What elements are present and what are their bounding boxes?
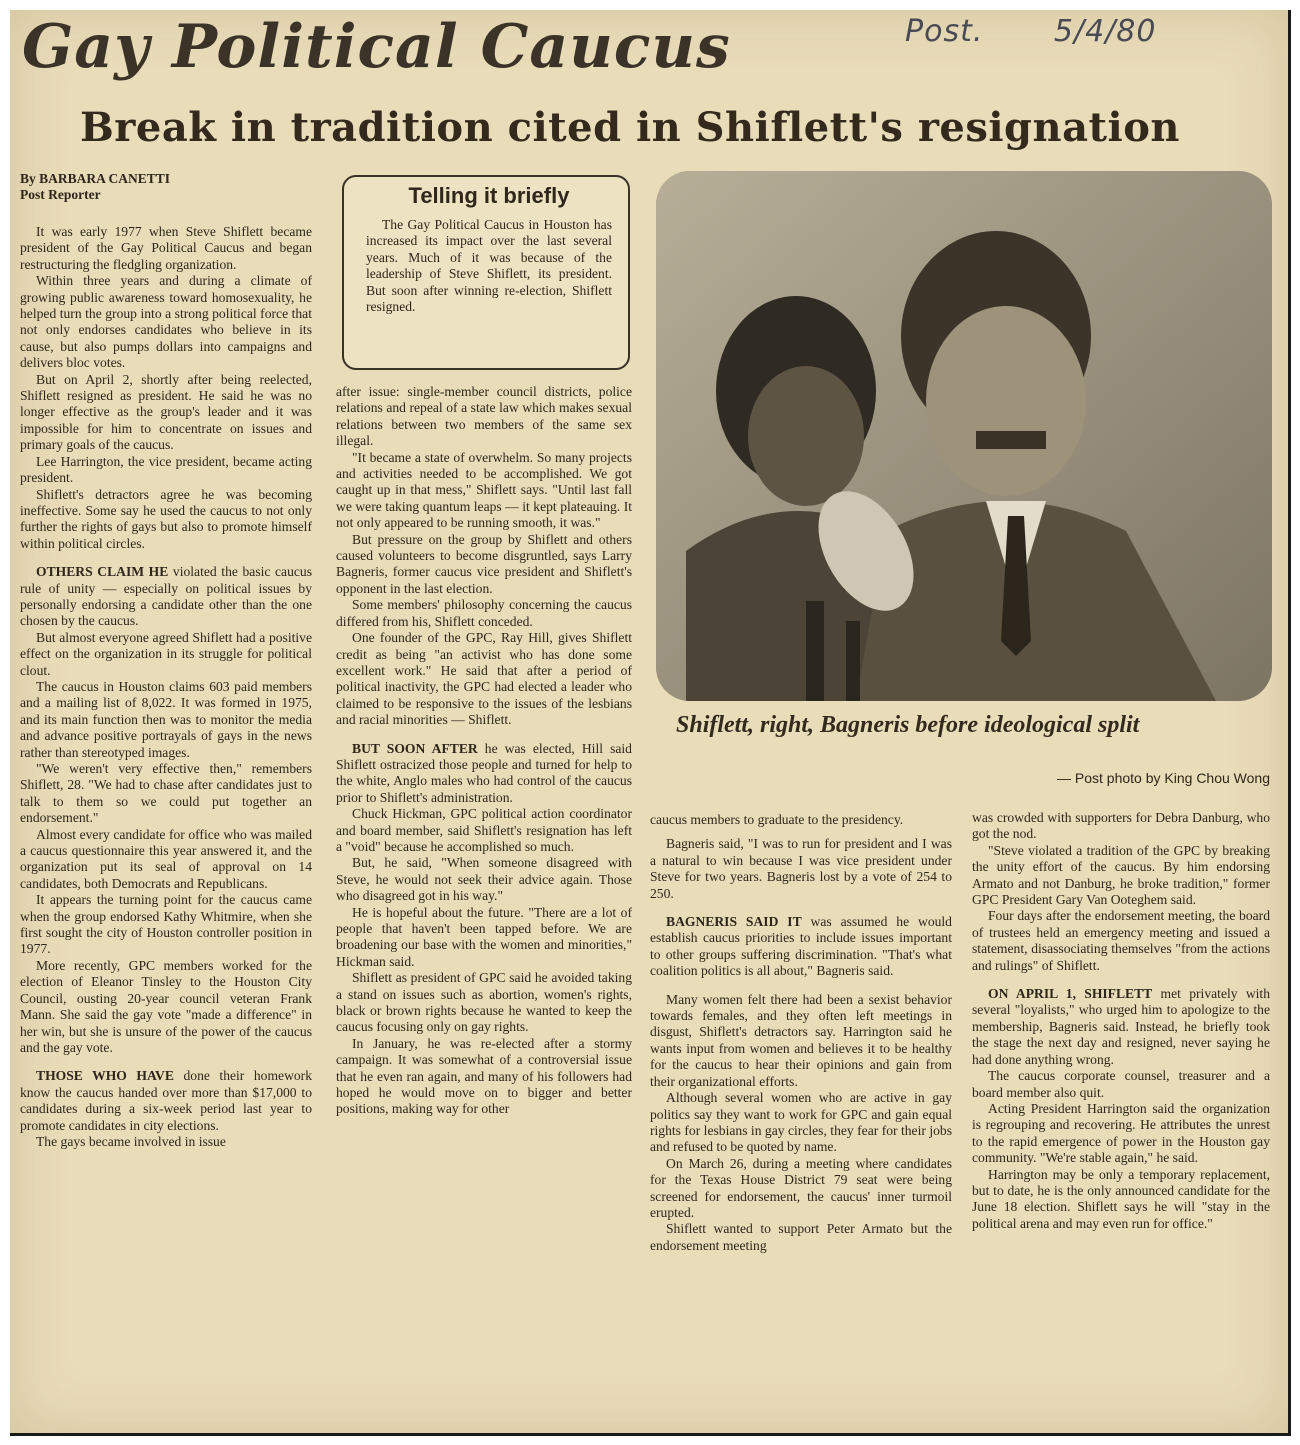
subhead-paragraph [20,1068,312,1134]
subhead-lead: OTHERS CLAIM HE [36,564,169,580]
paragraph: Shiflett as president of GPC said he avoided taking a stand on issues such as abortion, women's rights, black or brown rights because he wanted to keep the caucus focusing only on gay rights. [336,970,632,1035]
paragraph: More recently, GPC members worked for the election of Eleanor Tinsley to the Houston City Council, ousting 20-year council veteran Frank Mann. She said the gay vote "made a difference" in her win, but she is unsure of the power of the caucus and the gay vote. [20,957,312,1055]
paragraph: caucus members to graduate to the presidency. [650,812,904,827]
paragraph: It appears the turning point for the caucus came when the group endorsed Kathy Whitmire, when she first sought the city of Houston controller position in 1977. [20,892,312,957]
photo-caption: Shiflett, right, Bagneris before ideological split [676,712,1140,738]
article-column-2 [336,384,632,1118]
paragraph: But pressure on the group by Shiflett and others caused volunteers to become disgruntled, says Larry Bagneris, former caucus vice president and Shiflett's opponent in the last election. [336,531,632,596]
paragraph: The gays became involved in issue [36,1133,226,1149]
sidebar-text: The Gay Political Caucus in Houston has increased its impact over the last several years. Much of it was because of the leadership of Steve Shiflett, its president. But soon after winning re-election, Shiflett resigned. [366,217,612,315]
sidebar-title: Telling it briefly [408,183,570,208]
paragraph: But on April 2, shortly after being reelected, Shiflett resigned as president. He said he was no longer effective as the group's leader and it was impossible for him to concentrate on issues and primary goals of the caucus. [20,371,312,453]
paragraph: Shiflett's detractors agree he was becoming ineffective. Some say he used the caucus to not only further the rights of gays but also to promote himself within political circles. [20,486,312,551]
byline-author: By BARBARA CANETTI [20,171,171,186]
paragraph: Many women felt there had been a sexist behavior towards females, and they often left meetings in disgust, Shiflett's detractors say. Harrington said he wants input from women and believes it to be healthy for the caucus to hear their opinions and gain from their organizational efforts. [650,991,952,1089]
paragraph: "It became a state of overwhelm. So many projects and activities needed to be accomplished. We got caught up in that mess," Shiflett says. "Until last fall we were taking quantum leaps — it kept plateauing. It not only appeared to be running smooth, it was." [336,449,632,531]
paragraph: One founder of the GPC, Ray Hill, gives Shiflett credit as being "an activist who has done some excellent work." He said that after a period of political inactivity, the GPC had elected a leader who claimed to be responsive to the issues of the lesbians and racial minorities — Shiflett. [336,630,632,728]
paragraph: In January, he was re-elected after a stormy campaign. It was somewhat of a controversial issue that he even ran again, and many of his followers had hoped he would move on to bigger and better positions, making way for other [336,1035,632,1117]
subhead-rest: met privately with several "loyalists," who urged him to apologize to the membership, Bagneris said. Instead, he briefly took the stage the next day and resigned, never saying he had done anything wrong. [972,986,1271,1067]
subhead-lead: THOSE WHO HAVE [36,1068,174,1084]
handwritten-date: 5/4/80 [1053,14,1157,49]
subhead-lead: BAGNERIS SAID IT [666,914,802,930]
paragraph: "Steve violated a tradition of the GPC by breaking the unity effort of the caucus. By him endorsing Armato and not Danburg, he broke tradition," former GPC President Gary Van Ooteghem said. [972,842,1270,908]
paragraph: after issue: single-member council districts, police relations and repeal of a state law which makes sexual relations between two members of the same sex illegal. [336,384,632,449]
subhead-lead: BUT SOON AFTER [352,740,478,756]
subhead-rest: done their homework know the caucus handed over more than $17,000 to candidates during a six-week period last year to promote candidates in city elections. [20,1068,313,1133]
article-column-4 [972,810,1270,1232]
paragraph: But, he said, "When someone disagreed with Steve, he would not seek their advice again. Those who disagreed got in his way." [336,855,632,904]
handwritten-note [905,14,1156,49]
paragraph: Four days after the endorsement meeting, the board of trustees held an emergency meeting and issued a statement, disassociating themselves "from the actions and rulings" of Shiflett. [972,908,1270,973]
paragraph: Harrington may be only a temporary replacement, but to date, he is the only announced candidate for the June 18 election. Shiflett says he will "stay in the political arena and may even run for office." [972,1166,1270,1231]
paragraph: Some members' philosophy concerning the caucus differed from his, Shiflett conceded. [336,597,632,629]
telling-it-briefly-box [342,175,630,370]
paragraph: The caucus corporate counsel, treasurer and a board member also quit. [972,1068,1270,1100]
paragraph: It was early 1977 when Steve Shiflett became president of the Gay Political Caucus and began restructuring the fledgling organization. [20,224,312,272]
paragraph: Within three years and during a climate of growing public awareness toward homosexuality, he helped turn the group into a strong political force that not only endorses candidates who believe in its cause, but also pumps dollars into campaigns and delivers bloc votes. [20,273,312,371]
paragraph: Bagneris said, "I was to run for president and I was a natural to win because I was vice president under Steve for two years. Bagneris lost by a vote of 254 to 250. [650,836,952,901]
subhead-rest: he was elected, Hill said Shiflett ostracized those people and turned for help to the white, Anglo males who had control of the caucus prior to Shiflett's administration. [336,740,632,805]
byline [20,171,170,203]
article-column-3 [650,812,952,1254]
photo-credit: — Post photo by King Chou Wong [1057,770,1270,786]
paragraph: Almost every candidate for office who was mailed a caucus questionnaire this year answered it, and the organization put its seal of approval on 14 candidates, both Democrats and Republicans. [20,826,312,891]
handwritten-paper: Post. [905,14,984,49]
paragraph: was crowded with supporters for Debra Danburg, who got the nod. [972,810,1270,842]
paragraph: He is hopeful about the future. "There are a lot of people that haven't been tapped before. We are broadening our base with the women and minorities," Hickman said. [336,904,632,969]
paragraph: The caucus in Houston claims 603 paid members and a mailing list of 8,022. It was formed in 1975, and its main function then was to monitor the media and advance positive portrayals of gays in the news rather than stereotyped images. [20,678,312,760]
paragraph: Lee Harrington, the vice president, became acting president. [20,453,312,486]
paragraph: On March 26, during a meeting where candidates for the Texas House District 79 seat were being screened for endorsement, the caucus' inner turmoil erupted. [650,1155,952,1220]
subhead-paragraph [650,914,952,980]
paragraph: Chuck Hickman, GPC political action coordinator and board member, said Shiflett's resignation has left a "void" because he accomplished so much. [336,806,632,854]
paragraph: Shiflett wanted to support Peter Armato but the endorsement meeting [650,1221,952,1253]
article-column-1 [20,224,312,1150]
subhead-rest: violated the basic caucus rule of unity — especially on political issues by personally endorsing a candidate other than the one chosen by the caucus. [20,564,312,629]
paragraph: Although several women who are active in gay politics say they want to work for GPC and gain equal rights for lesbians in gay circles, they fear for their jobs and refused to be quoted by name. [650,1090,952,1155]
byline-role: Post Reporter [20,187,101,202]
news-photo [656,171,1272,701]
subhead-paragraph [972,986,1270,1068]
main-headline: Break in tradition cited in Shiflett's resignation [80,104,1180,151]
subhead-rest: was assumed he would establish caucus priorities to include issues important to other groups suffering discrimination. "That's what coalition politics is all about," Bagneris said. [650,914,952,979]
kicker-headline: Gay Political Caucus [22,12,731,82]
subhead-paragraph [336,741,632,807]
paragraph: But almost everyone agreed Shiflett had a positive effect on the organization in its struggle for political clout. [20,629,312,678]
photo-illustration [656,171,1272,701]
subhead-paragraph [20,564,312,630]
subhead-lead: ON APRIL 1, SHIFLETT [988,986,1153,1002]
paragraph: "We weren't very effective then," remembers Shiflett, 28. "We had to chase after candidates just to talk to them so we could put together an endorsement." [20,761,312,826]
paragraph: Acting President Harrington said the organization is regrouping and recovering. He attributes the unrest to the rapid emergence of power in the Houston gay community. "We're stable again," he said. [972,1100,1270,1166]
